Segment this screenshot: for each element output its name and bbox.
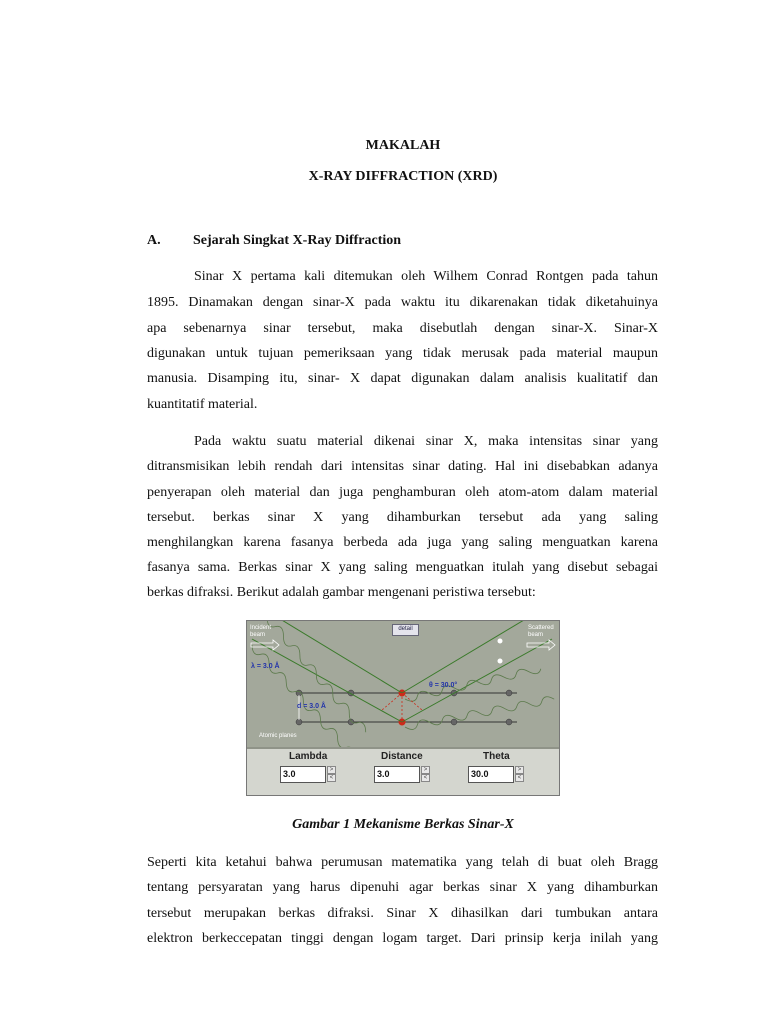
stepper-down-icon[interactable]: < <box>515 774 524 782</box>
stepper-up-icon[interactable]: > <box>327 766 336 774</box>
paragraph-line: ditransmisikan lebih rendah dari intensitas sinar dating. Hal ini disebabkan adanya <box>147 459 658 474</box>
scattered-beam-label: Scattered beam <box>528 625 554 638</box>
incident-arrow-icon <box>251 640 279 650</box>
detail-button[interactable]: detail <box>392 624 419 636</box>
section-number: A. <box>147 233 161 248</box>
lambda-label: Lambda <box>289 751 328 762</box>
paragraph-line: digunakan untuk tujuan pemeriksaan yang tidak merusak pada material maupun <box>147 346 658 361</box>
incident-ray <box>252 639 402 722</box>
paragraph-line: manusia. Disamping itu, sinar- X dapat digunakan dalam analisis kualitatif dan <box>147 371 658 386</box>
incident-beam-label: Incident beam <box>250 625 272 638</box>
detector-icon <box>498 639 503 664</box>
stepper-down-icon[interactable]: < <box>327 774 336 782</box>
paragraph-line: tersebut merupakan berkas difraksi. Sinar X dihasilkan dari tumbukan antara <box>147 906 658 921</box>
path-difference-line <box>382 693 402 710</box>
scattered-ray <box>402 639 552 722</box>
document-subtitle: X-RAY DIFFRACTION (XRD) <box>308 169 498 184</box>
paragraph-line: elektron berkeccepatan tinggi dengan logam target. Dari prinsip kerja inilah yang <box>147 931 658 946</box>
paragraph-line: fasanya sama. Berkas sinar X yang saling menguatkan itulah yang disebut sebagai <box>147 560 658 575</box>
paragraph-line: kuantitatif material. <box>147 397 258 412</box>
paragraph-line: tersebut. berkas sinar X yang dihamburkan tersebut ada yang saling <box>147 510 658 525</box>
lambda-stepper[interactable] <box>327 766 336 783</box>
paragraph-line: tentang persyaratan yang harus dipenuhi agar berkas sinar X yang dihamburkan <box>147 880 658 895</box>
paragraph-line: apa sebenarnya sinar tersebut, maka disebutlah dengan sinar-X. Sinar-X <box>147 321 658 336</box>
path-difference-line <box>402 693 422 710</box>
diffraction-drawing <box>247 621 559 747</box>
paragraph-line: Seperti kita ketahui bahwa perumusan matematika yang telah di buat oleh Bragg <box>147 855 658 870</box>
paragraph-line: berkas difraksi. Berikut adalah gambar mengenani peristiwa tersebut: <box>147 585 536 600</box>
scattered-wave <box>405 657 554 747</box>
stepper-up-icon[interactable]: > <box>421 766 430 774</box>
theta-input[interactable]: 30.0 <box>468 766 514 783</box>
theta-annotation: θ = 30.0° <box>429 682 458 689</box>
distance-label: Distance <box>381 751 423 762</box>
lambda-input[interactable]: 3.0 <box>280 766 326 783</box>
distance-input[interactable]: 3.0 <box>374 766 420 783</box>
paragraph-line: menghilangkan karena fasanya berbeda ada juga yang saling menguatkan karena <box>147 535 658 550</box>
paragraph-line: penyerapan oleh material dan juga penghamburan oleh atom-atom dalam material <box>147 485 658 500</box>
stepper-up-icon[interactable]: > <box>515 766 524 774</box>
document-title: MAKALAH <box>365 138 441 153</box>
incident-ray <box>267 621 402 693</box>
lambda-annotation: λ = 3.0 Å <box>251 663 280 670</box>
paragraph-line: 1895. Dinamakan dengan sinar-X pada waktu itu dikarenakan tidak diketahuinya <box>147 295 658 310</box>
xrd-simulation-figure <box>246 620 560 796</box>
paragraph-line: Pada waktu suatu material dikenai sinar X, maka intensitas sinar yang <box>194 434 658 449</box>
section-title: Sejarah Singkat X-Ray Diffraction <box>193 233 402 248</box>
distance-stepper[interactable] <box>421 766 430 783</box>
atomic-planes-label: Atomic planes <box>259 733 297 739</box>
simulation-controls <box>247 747 559 796</box>
theta-stepper[interactable] <box>515 766 524 783</box>
diffraction-diagram <box>247 621 559 747</box>
figure-caption: Gambar 1 Mekanisme Berkas Sinar-X <box>292 817 514 832</box>
stepper-down-icon[interactable]: < <box>421 774 430 782</box>
d-annotation: d = 3.0 Å <box>297 703 326 710</box>
paragraph-line: Sinar X pertama kali ditemukan oleh Wilhem Conrad Rontgen pada tahun <box>194 269 658 284</box>
incident-wave <box>247 645 388 747</box>
section-heading <box>147 233 401 249</box>
theta-label: Theta <box>483 751 510 762</box>
